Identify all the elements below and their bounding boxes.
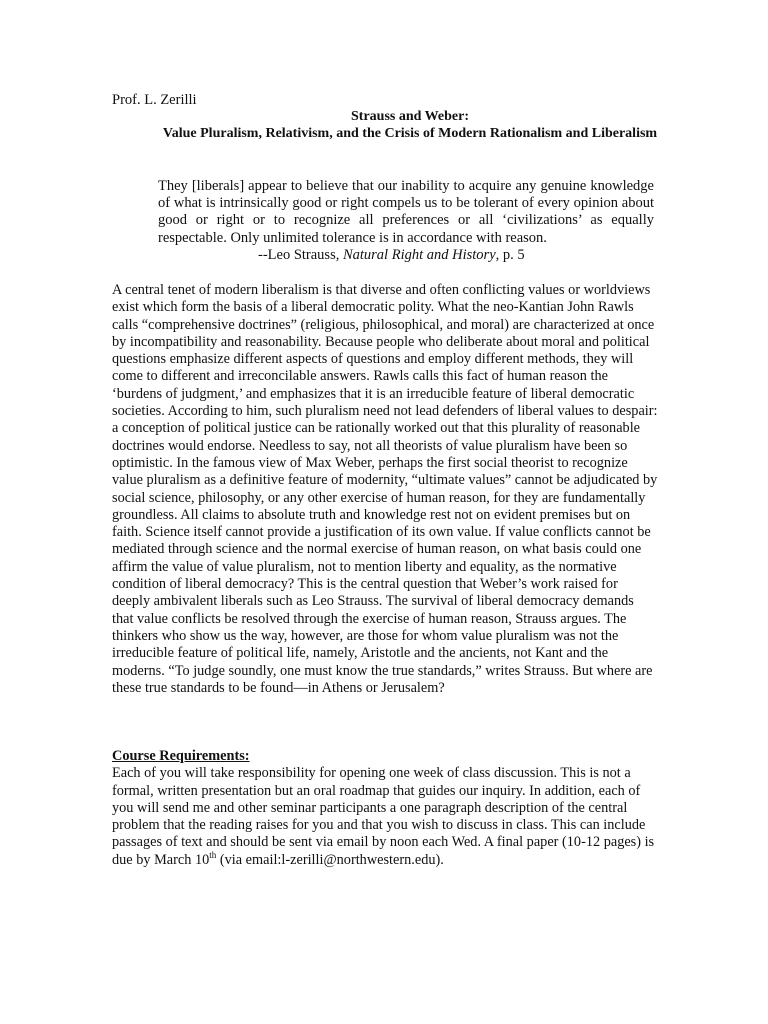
epigraph <box>158 178 654 264</box>
title-line-1: Strauss and Weber: <box>351 109 469 124</box>
epigraph-attribution <box>258 247 654 264</box>
main-body <box>112 282 658 697</box>
title-line-2: Value Pluralism, Relativism, and the Crisis of Modern Rationalism and Liberalism <box>162 126 658 141</box>
document-title <box>150 108 670 142</box>
requirements-text-email: (via email:l-zerilli@northwestern.edu). <box>216 851 444 868</box>
epigraph-quote: They [liberals] appear to believe that our inability to acquire any genuine knowledge of what is intrinsically good or right compels us to be tolerant of every opinion about good or right or to recognize all preferences or all ‘civilizations’ as equally respectable. Only unlimited tolerance is in accordance with reason. <box>158 178 654 246</box>
body-paragraph: A central tenet of modern liberalism is that diverse and often conflicting values or worldviews exist which form the basis of a liberal democratic polity. What the neo-Kantian John Rawls calls “comprehensive doctrines” (religious, philosophical, and moral) are characterized at once by incompatibility and reasonability. Because people who deliberate about moral and political questions emphasize different aspects of questions and employ different methods, they will come to different and irreconcilable answers. Rawls calls this fact of human reason the ‘burdens of judgment,’ and emphasizes that it is an irreducible feature of liberal democratic societies. According to him, such pluralism need not lead defenders of liberal values to despair: a conception of political justice can be rationally worked out that this plurality of reasonable doctrines would endorse. Needless to say, not all theorists of value pluralism have been so optimistic. In the famous view of Max Weber, perhaps the first social theorist to recognize value pluralism as a definitive feature of modernity, “ultimate values” cannot be adjudicated by social science, philosophy, or any other exercise of human reason, for they are fundamentally groundless. All claims to absolute truth and knowledge rest not on evident premises but on faith. Science itself cannot provide a justification of its own value. If value conflicts cannot be mediated through science and the normal exercise of human reason, on what basis could one affirm the value of value pluralism, not to mention liberty and equality, as the normative condition of liberal democracy? This is the central question that Weber’s work raised for deeply ambivalent liberals such as Leo Strauss. The survival of liberal democracy demands that value conflicts be resolved through the exercise of human reason, Strauss argues. The thinkers who show us the way, however, are those for whom value pluralism was not the irreducible feature of political life, namely, Aristotle and the ancients, not Kant and the moderns. “To judge soundly, one must know the true standards,” writes Strauss. But where are these true standards to be found—in Athens or Jerusalem? <box>112 282 658 696</box>
requirements-text <box>112 765 658 869</box>
attribution-suffix: , p. 5 <box>495 246 525 263</box>
course-requirements-section <box>112 748 658 869</box>
author-line: Prof. L. Zerilli <box>112 92 197 108</box>
requirements-heading: Course Requirements: <box>112 748 250 764</box>
attribution-prefix: --Leo Strauss, <box>258 246 343 263</box>
date-ordinal-suffix: th <box>209 850 217 861</box>
requirements-text-main: Each of you will take responsibility for opening one week of class discussion. This is not a formal, written presentation but an oral roadmap that guides our inquiry. In addition, each of you will send me and other seminar participants a one paragraph description of the central problem that the reading raises for you and that you wish to discuss in class. This can include passages of text and should be sent via email by noon each Wed. A final paper (10-12 pages) is due by March 10 <box>112 765 655 868</box>
attribution-work-title: Natural Right and History <box>342 246 496 263</box>
